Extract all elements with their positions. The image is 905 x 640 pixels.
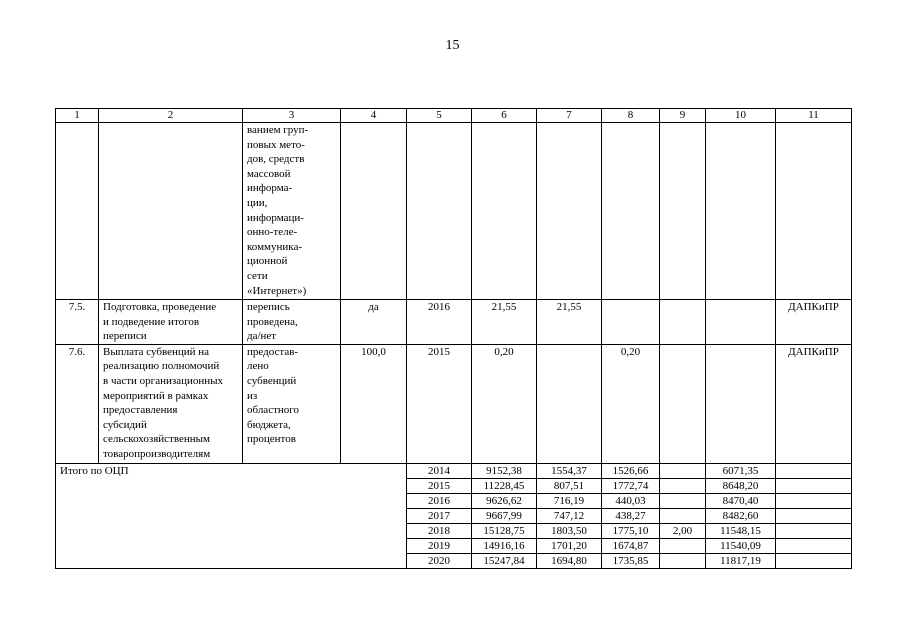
table-row	[56, 300, 852, 345]
cell-target: да	[341, 300, 407, 345]
cell-federal: 1701,20	[537, 538, 602, 553]
cell-local	[660, 538, 706, 553]
indicator-line: онно-теле-	[247, 226, 298, 239]
cell-regional: 1735,85	[602, 553, 660, 568]
indicator-line: информаци-	[247, 211, 304, 224]
column-number: 5	[407, 109, 472, 123]
column-number: 8	[602, 109, 660, 123]
cell-local	[660, 300, 706, 345]
column-number: 11	[776, 109, 852, 123]
indicator-line: ции,	[247, 196, 268, 209]
cell-local	[660, 463, 706, 478]
cell-executor: ДАПКиПР	[776, 344, 852, 463]
cell-regional	[602, 300, 660, 345]
column-number: 6	[472, 109, 537, 123]
cell-num	[56, 123, 99, 300]
cell-local	[660, 508, 706, 523]
cell-federal: 1803,50	[537, 523, 602, 538]
cell-executor	[776, 123, 852, 300]
cell-federal: 1694,80	[537, 553, 602, 568]
cell-federal: 747,12	[537, 508, 602, 523]
continuation-row	[56, 123, 852, 300]
indicator-line: дов, средств	[247, 153, 305, 166]
name-line: переписи	[103, 330, 147, 343]
indicator-line: коммуника-	[247, 240, 302, 253]
indicator-line: «Интернет»)	[247, 284, 307, 297]
indicator-line: ционной	[247, 255, 288, 268]
cell-executor	[776, 493, 852, 508]
cell-indicator	[243, 344, 341, 463]
cell-federal	[537, 123, 602, 300]
indicator-line: ванием груп-	[247, 124, 309, 136]
cell-executor	[776, 508, 852, 523]
cell-regional: 1674,87	[602, 538, 660, 553]
page-number: 15	[445, 38, 460, 53]
cell-year: 2017	[407, 508, 472, 523]
program-table	[55, 108, 852, 569]
column-number: 2	[99, 109, 243, 123]
cell-federal: 1554,37	[537, 463, 602, 478]
cell-total: 11228,45	[472, 478, 537, 493]
cell-local: 2,00	[660, 523, 706, 538]
indicator-line: информа-	[247, 182, 293, 195]
cell-total: 14916,16	[472, 538, 537, 553]
cell-total: 9152,38	[472, 463, 537, 478]
cell-local	[660, 493, 706, 508]
indicator-line: проведена,	[247, 315, 298, 328]
name-line: предоставления	[103, 404, 178, 417]
cell-total: 21,55	[472, 300, 537, 345]
cell-executor	[776, 463, 852, 478]
name-line: Выплата субвенций на	[103, 345, 210, 358]
cell-year: 2020	[407, 553, 472, 568]
indicator-line: да/нет	[247, 330, 277, 343]
cell-year: 2019	[407, 538, 472, 553]
column-number: 7	[537, 109, 602, 123]
cell-regional: 1526,66	[602, 463, 660, 478]
indicator-line: сети	[247, 269, 268, 282]
name-line: субсидий	[103, 418, 147, 431]
cell-local	[660, 344, 706, 463]
name-line: реализацию полномочий	[103, 360, 220, 373]
cell-year: 2015	[407, 344, 472, 463]
column-number: 4	[341, 109, 407, 123]
cell-name	[99, 344, 243, 463]
indicator-line: лено	[247, 360, 269, 373]
indicator-line: предостав-	[247, 345, 299, 358]
cell-regional: 0,20	[602, 344, 660, 463]
column-number-row	[56, 109, 852, 123]
cell-year: 2018	[407, 523, 472, 538]
table-row	[56, 344, 852, 463]
cell-total: 9626,62	[472, 493, 537, 508]
cell-year: 2015	[407, 478, 472, 493]
indicator-line: повых мето-	[247, 138, 305, 151]
cell-federal: 716,19	[537, 493, 602, 508]
indicator-line: перепись	[247, 301, 290, 313]
cell-year	[407, 123, 472, 300]
cell-num: 7.6.	[56, 344, 99, 463]
cell-other	[706, 344, 776, 463]
indicator-line: из	[247, 389, 258, 402]
column-number: 1	[56, 109, 99, 123]
cell-year: 2016	[407, 493, 472, 508]
cell-regional	[602, 123, 660, 300]
cell-other: 8482,60	[706, 508, 776, 523]
cell-executor	[776, 523, 852, 538]
name-line: в части организационных	[103, 374, 224, 387]
cell-other	[706, 123, 776, 300]
cell-name	[99, 123, 243, 300]
column-number: 10	[706, 109, 776, 123]
column-number: 3	[243, 109, 341, 123]
cell-indicator	[243, 300, 341, 345]
indicator-line: бюджета,	[247, 418, 291, 431]
cell-total: 0,20	[472, 344, 537, 463]
cell-federal: 807,51	[537, 478, 602, 493]
cell-total	[472, 123, 537, 300]
name-line: Подготовка, проведение	[103, 301, 217, 313]
cell-federal: 21,55	[537, 300, 602, 345]
cell-total: 15128,75	[472, 523, 537, 538]
cell-name	[99, 300, 243, 345]
cell-executor	[776, 478, 852, 493]
cell-other: 8648,20	[706, 478, 776, 493]
cell-other	[706, 300, 776, 345]
cell-year: 2014	[407, 463, 472, 478]
cell-local	[660, 123, 706, 300]
column-number: 9	[660, 109, 706, 123]
cell-local	[660, 553, 706, 568]
indicator-line: массовой	[247, 167, 291, 180]
cell-num: 7.5.	[56, 300, 99, 345]
cell-regional: 440,03	[602, 493, 660, 508]
cell-executor	[776, 553, 852, 568]
cell-regional: 1775,10	[602, 523, 660, 538]
name-line: и подведение итогов	[103, 315, 200, 328]
total-label: Итого по ОЦП	[56, 463, 407, 568]
cell-federal	[537, 344, 602, 463]
cell-executor	[776, 538, 852, 553]
name-line: мероприятий в рамках	[103, 389, 209, 402]
cell-target: 100,0	[341, 344, 407, 463]
cell-other: 6071,35	[706, 463, 776, 478]
cell-other: 11817,19	[706, 553, 776, 568]
cell-year: 2016	[407, 300, 472, 345]
cell-regional: 438,27	[602, 508, 660, 523]
cell-regional: 1772,74	[602, 478, 660, 493]
indicator-line: процентов	[247, 433, 296, 446]
name-line: сельскохозяйственным	[103, 433, 210, 446]
cell-total: 9667,99	[472, 508, 537, 523]
indicator-line: областного	[247, 404, 300, 417]
indicator-line: субвенций	[247, 374, 297, 387]
name-line: товаропроизводителям	[103, 447, 211, 460]
total-row	[56, 463, 852, 478]
cell-target	[341, 123, 407, 300]
cell-other: 11540,09	[706, 538, 776, 553]
cell-other: 11548,15	[706, 523, 776, 538]
cell-other: 8470,40	[706, 493, 776, 508]
cell-indicator	[243, 123, 341, 300]
cell-total: 15247,84	[472, 553, 537, 568]
cell-local	[660, 478, 706, 493]
cell-executor: ДАПКиПР	[776, 300, 852, 345]
